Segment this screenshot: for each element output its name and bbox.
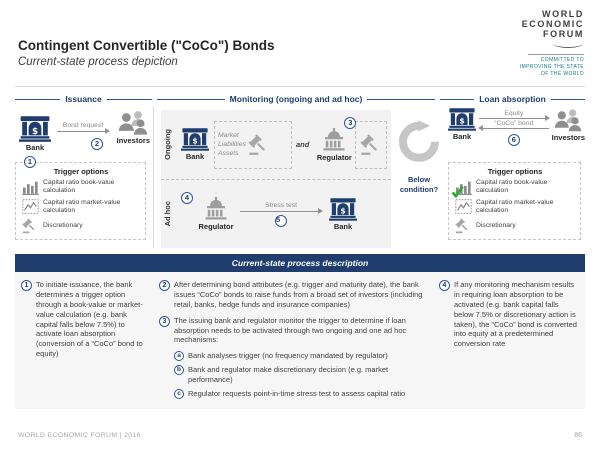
description-substep: c Regulator requests point-in-time stress test to assess capital ratio <box>174 389 428 399</box>
logo-word: FORUM <box>543 29 584 40</box>
market-liabilities-assets-box <box>214 121 292 169</box>
logo-tagline: COMMITTED TO <box>540 57 584 64</box>
description-substep: b Bank and regulator make discretionary decision (e.g. market performance) <box>174 365 428 385</box>
coco-bond-label: “CoCo” bond <box>494 120 534 127</box>
page-title: Contingent Convertible ("CoCo") Bonds <box>18 38 275 53</box>
monitoring-bank-figure: Bank <box>176 128 214 161</box>
loop-arrow-icon <box>399 120 439 162</box>
adhoc-bank-figure: Bank <box>324 198 362 231</box>
step-5-badge: 5 <box>275 215 287 227</box>
step-6-badge: 6 <box>508 134 520 146</box>
gavel-icon <box>454 218 472 234</box>
logo-tagline: IMPROVING THE STATE <box>519 64 584 71</box>
title-block <box>18 38 275 68</box>
step-4-badge: 4 <box>181 192 193 204</box>
adhoc-row-label: Ad hoc <box>163 201 172 227</box>
line-chart-icon <box>21 199 39 214</box>
trigger-options-title: Trigger options <box>487 167 543 176</box>
bond-request-label: Bond request <box>62 122 104 129</box>
gavel-icon <box>360 134 382 156</box>
header-divider <box>15 86 585 87</box>
market-line: Market <box>218 131 239 139</box>
footer-attribution: WORLD ECONOMIC FORUM | 2016 <box>18 432 141 439</box>
substep-letter: b <box>174 365 184 375</box>
bank-icon <box>448 108 476 131</box>
description-step: 4 If any monitoring mechanism results in requiring loan absorption to be activated (e.g. bank capital falls below 7.5% or discretionary action is taken), the “CoCo” bond is converted into equity at a predetermined conversion rate <box>439 280 579 349</box>
trigger-option-item: Discretionary <box>21 218 141 234</box>
step-2-badge: 2 <box>91 138 103 150</box>
description-substep: a Bank analyses trigger (no frequency mandated by regulator) <box>174 351 428 361</box>
gavel-icon <box>21 218 39 234</box>
equity-label: Equity <box>504 110 524 117</box>
process-diagram <box>15 94 585 252</box>
monitoring-regulator-figure: 3 Regulator <box>313 128 355 162</box>
regulator-icon <box>319 128 349 152</box>
trigger-option-item: Capital ratio market-value calculation <box>454 199 576 216</box>
bar-chart-icon <box>454 180 472 195</box>
gavel-icon <box>248 134 270 156</box>
loan-header-label: Loan absorption <box>479 94 546 104</box>
substep-letter: a <box>174 351 184 361</box>
stress-test-label: Stress test <box>264 201 298 209</box>
issuance-investors-figure <box>117 110 150 145</box>
logo-swoosh-icon <box>553 39 583 48</box>
section-header-monitoring <box>157 94 435 104</box>
logo-word: WORLD <box>542 9 584 19</box>
trigger-option-item: Discretionary <box>454 218 576 234</box>
trigger-option-item: Capital ratio book-value calculation <box>454 179 576 196</box>
loan-trigger-options-box <box>448 162 581 240</box>
trigger-options-title: Trigger options <box>53 167 109 176</box>
adhoc-regulator-figure: 4 Regulator <box>194 197 238 231</box>
description-section <box>15 254 585 409</box>
bar-chart-icon <box>21 180 39 195</box>
market-line: Assets <box>218 150 239 158</box>
investors-icon <box>554 108 582 132</box>
loan-investors-figure: Investors <box>552 108 585 142</box>
monitoring-header-label: Monitoring (ongoing and ad hoc) <box>229 94 363 104</box>
section-header-issuance <box>15 94 152 104</box>
below-condition-block <box>393 120 445 195</box>
section-header-loan-absorption <box>440 94 585 104</box>
investors-label: Investors <box>116 136 150 145</box>
check-icon <box>451 185 464 198</box>
section-divider <box>153 106 154 248</box>
bank-icon <box>181 128 209 151</box>
logo-tagline: OF THE WORLD <box>540 71 584 78</box>
issuance-trigger-options-box <box>15 157 146 240</box>
monitoring-ongoing-row <box>161 110 391 180</box>
bank-label: Bank <box>25 143 45 152</box>
page-subtitle: Current-state process depiction <box>18 56 178 68</box>
loan-absorption-section <box>448 108 585 240</box>
market-line: Liabilities <box>218 140 246 148</box>
step-number: 4 <box>439 280 450 291</box>
trigger-option-item: Capital ratio book-value calculation <box>21 179 141 196</box>
below-condition-label: Below condition? <box>399 175 439 194</box>
step-number: 3 <box>159 316 170 327</box>
loan-bank-figure: Bank <box>448 108 476 141</box>
loan-exchange-arrows <box>479 108 549 147</box>
regulator-discretion-box <box>355 121 387 169</box>
page-number: 86 <box>574 432 582 439</box>
stress-test-arrow <box>240 202 322 227</box>
issuance-bank-figure <box>19 116 51 152</box>
logo-divider <box>528 54 584 55</box>
line-chart-icon <box>454 199 472 214</box>
monitoring-panel <box>161 110 391 248</box>
description-step: 2 After determining bond attributes (e.g. trigger and maturity date), the bank issues “CoCo” bonds to raise funds from a broad set of investors (including retail, banks, hedge funds and insurance companies) <box>159 280 428 310</box>
issuance-header-label: Issuance <box>65 94 102 104</box>
description-step: 1 To initiate issuance, the bank determines a trigger option through a book-value or market-value calculation (e.g. bank capital falls below 7.5%) to activate loan absorption (conversion of a “CoCo” bond to equity) <box>21 280 148 359</box>
issuance-section <box>15 108 150 240</box>
wef-logo <box>520 9 584 78</box>
description-step: 3 The issuing bank and regulator monitor the trigger to determine if loan absorption needs to be activated through two ongoing and one ad hoc mechanisms: <box>159 316 428 346</box>
substep-letter: c <box>174 389 184 399</box>
investors-icon <box>118 110 148 135</box>
bond-request-arrow <box>57 122 109 132</box>
monitoring-adhoc-row <box>161 180 391 248</box>
bank-icon <box>19 116 51 142</box>
bank-icon <box>329 198 357 221</box>
step-number: 2 <box>159 280 170 291</box>
and-label: and <box>296 140 310 149</box>
equity-arrow <box>479 118 549 119</box>
regulator-icon <box>201 197 231 221</box>
step-number: 1 <box>21 280 32 291</box>
trigger-option-item: Capital ratio market-value calculation <box>21 199 141 216</box>
coco-bond-arrow <box>479 128 549 129</box>
logo-word: ECONOMIC <box>521 19 584 30</box>
description-banner: Current-state process description <box>15 254 585 272</box>
step-1-badge: 1 <box>24 156 36 168</box>
step-3-badge: 3 <box>344 117 356 129</box>
ongoing-row-label: Ongoing <box>163 129 172 160</box>
